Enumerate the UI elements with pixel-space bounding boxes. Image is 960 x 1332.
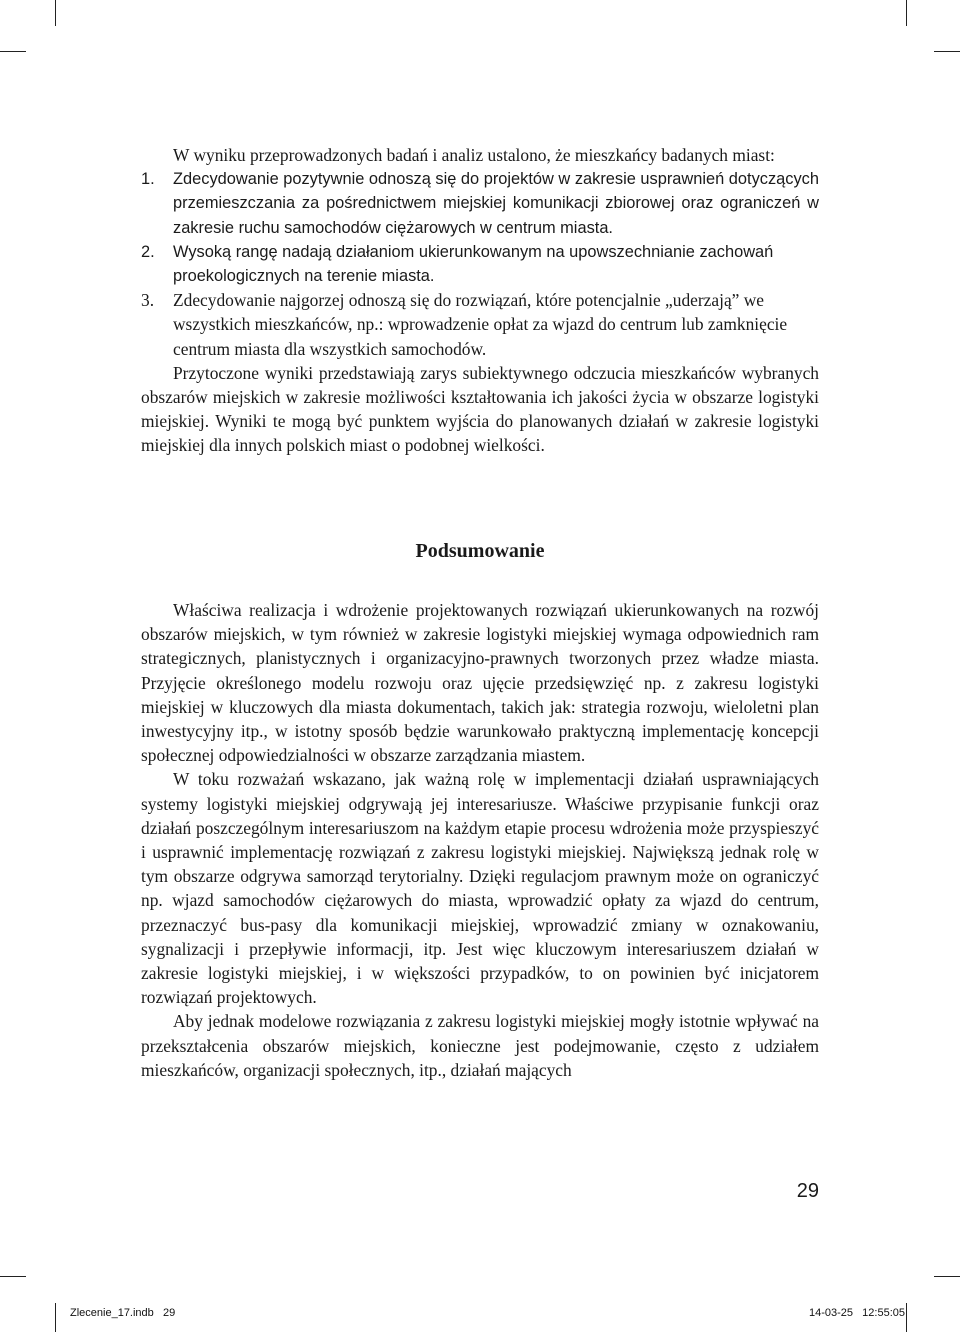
crop-mark-right-top xyxy=(934,51,960,52)
summary-section xyxy=(141,598,819,1082)
summary-paragraph: Właściwa realizacja i wdrożenie projektowanych rozwiązań ukierunkowanych na rozwój obszarów miejskich, w tym również w zakresie logistyki miejskiej wymaga odpowiednich ram strategicznych, planistycznych i organizacyjno-prawnych tworzonych przez władze miasta. Przyjęcie określonego modelu rozwoju oraz ujęcie przedsięwzięć np. z zakresu logistyki miejskiej w kluczowych dla miasta dokumentach, takich jak: strategia rozwoju, wieloletni plan inwestycyjny itp., w istotny sposób będzie warunkowało praktyczną implementację koncepcji społecznej odpowiedzialności w obszarze zarządzania miastem. xyxy=(141,600,819,766)
list-item-number: 3. xyxy=(141,290,155,311)
section-heading: Podsumowanie xyxy=(415,540,545,562)
list-item-text: Wysoką rangę nadają działaniom ukierunkowanym na upowszechnianie zachowań proekologicznych na terenie miasta. xyxy=(173,242,774,286)
crop-mark-right-bottom xyxy=(934,1276,960,1277)
footer-timestamp: 14-03-25 12:55:05 xyxy=(808,1307,905,1319)
footer-file-info: Zlecenie_17.indb 29 xyxy=(70,1307,176,1319)
crop-mark-top-left xyxy=(55,0,56,26)
list-item-number: 2. xyxy=(141,242,155,261)
list-item-text: Zdecydowanie pozytywnie odnoszą się do projektów w zakresie usprawnień dotyczących przemieszczania za pośrednictwem miejskiej komunikacji zbiorowej oraz ograniczeń w zakresie ruchu samochodów ciężarowych w centrum miasta. xyxy=(173,170,819,237)
intro-section xyxy=(141,143,819,458)
list-item-text: Zdecydowanie najgorzej odnoszą się do rozwiązań, które potencjalnie „uderzają” we wszystkich mieszkańców, np.: wprowadzenie opłat za wjazd do centrum lub zamknięcie centrum miasta dla wszystkich samochodów. xyxy=(173,290,788,359)
list-item-number: 1. xyxy=(141,170,155,189)
page-number: 29 xyxy=(796,1180,819,1202)
list-item xyxy=(141,167,819,240)
crop-mark-top-right xyxy=(906,0,907,26)
list-item xyxy=(141,240,819,288)
intro-closing: Przytoczone wyniki przedstawiają zarys subiektywnego odczucia mieszkańców wybranych obszarów miejskich w zakresie możliwości kształtowania ich jakości życia w obszarze logistyki miejskiej. Wyniki te mogą być punktem wyjścia do planowanych działań w zakresie logistyki miejskiej dla innych polskich miast o podobnej wielkości. xyxy=(141,362,819,456)
summary-paragraph: Aby jednak modelowe rozwiązania z zakresu logistyki miejskiej mogły istotnie wpływać na przekształcenia obszarów miejskich, konieczne jest podejmowanie, często z udziałem mieszkańców, organizacji społecznych, itp., działań mających xyxy=(141,1011,819,1080)
findings-list xyxy=(141,167,819,361)
summary-paragraph: W toku rozważań wskazano, jak ważną rolę w implementacji działań usprawniających systemy logistyki miejskiej odgrywają jej interesariusze. Właściwe przypisanie funkcji oraz działań poszczególnym interesariuszom na każdym etapie procesu wdrożenia może przyspieszyć i usprawnić implementację rozwiązań z zakresu logistyki miejskiej. Największą jednak rolę w tym obszarze odgrywa samorząd terytorialny. Dzięki regulacjom prawnym może on ograniczyć np. wjazd samochodów ciężarowych do miasta, wprowadzić opłaty za wjazd do centrum, przeznaczyć bus-pasy dla komunikacji miejskiej, wprowadzić zmiany w oznakowaniu, sygnalizacji i przepływie informacji, itp. Jest więc kluczowym interesariuszem działań w zakresie logistyki miejskiej, i w większości przypadków, to on powinien być inicjatorem rozwiązań projektowych. xyxy=(141,769,819,1008)
crop-mark-left-bottom xyxy=(0,1276,26,1277)
list-item xyxy=(141,288,819,361)
crop-mark-bottom-left xyxy=(55,1303,56,1332)
intro-lead: W wyniku przeprowadzonych badań i analiz ustalono, że mieszkańcy badanych miast: xyxy=(173,145,775,165)
crop-mark-bottom-right xyxy=(906,1303,907,1332)
crop-mark-left-top xyxy=(0,51,26,52)
